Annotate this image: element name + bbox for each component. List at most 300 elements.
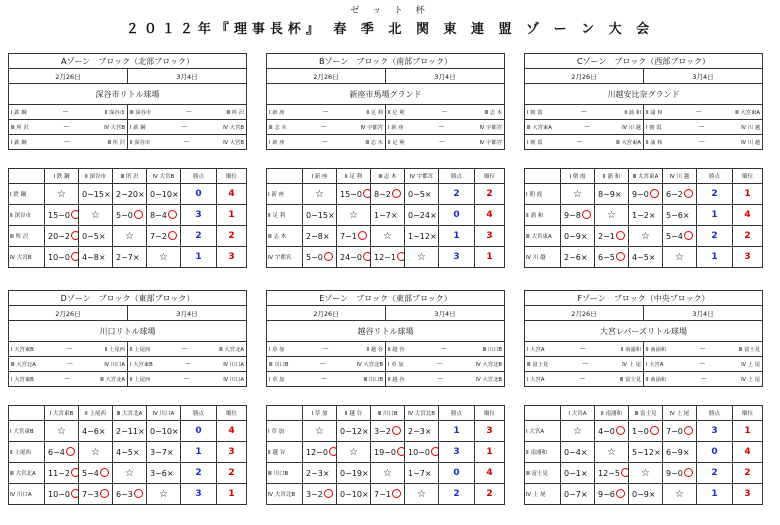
lose-mark: × xyxy=(322,231,330,241)
score-value: 2−11 xyxy=(116,426,138,436)
row-team: Ⅰ 鉄 鋼 xyxy=(9,184,45,205)
match-cell xyxy=(267,120,386,135)
match-pair xyxy=(11,123,125,131)
match-row xyxy=(9,372,247,387)
score-cell xyxy=(371,484,405,505)
score-value: 1−2 xyxy=(632,210,649,220)
match-team: Ⅱ 深谷市 xyxy=(130,140,151,146)
match-team: Ⅳ 大宮北B xyxy=(475,377,503,383)
score-value: 20−2 xyxy=(48,232,70,241)
match-pair xyxy=(11,375,125,383)
score-value: 5−4 xyxy=(666,232,683,241)
match-team: Ⅳ 川口A xyxy=(223,362,244,368)
lose-mark: × xyxy=(614,189,622,199)
row-team: Ⅰ 朝 霞 xyxy=(525,184,561,205)
score-cell xyxy=(405,421,439,442)
column-team: Ⅳ 大宮北B xyxy=(405,406,439,421)
self-match-cell xyxy=(663,484,697,505)
match-cell xyxy=(525,120,644,135)
match-cell xyxy=(386,372,505,387)
score-value: 1−0 xyxy=(632,427,649,436)
win-circle-icon xyxy=(684,468,693,477)
match-cell xyxy=(644,135,763,150)
score-cell xyxy=(113,421,147,442)
win-circle-icon xyxy=(397,252,405,261)
supertitle: ゼ ッ ト 杯 xyxy=(350,6,430,16)
score-value: 0−9 xyxy=(632,489,649,499)
score-cell xyxy=(337,484,371,505)
results-header-row xyxy=(9,406,247,421)
match-vs: ― xyxy=(63,124,70,130)
row-team: Ⅲ 所 沢 xyxy=(9,226,45,247)
date-day2: 3月4日 xyxy=(644,69,763,84)
results-header-row xyxy=(267,169,505,184)
match-row xyxy=(9,357,247,372)
match-pair xyxy=(11,360,125,368)
match-pair xyxy=(11,108,125,116)
win-circle-icon xyxy=(616,489,625,498)
match-team: Ⅳ 大宮北B xyxy=(356,362,383,368)
match-team: Ⅲ 大宮北A xyxy=(100,377,125,383)
win-circle-icon xyxy=(582,210,591,219)
draw-symbol: ☆ xyxy=(417,251,426,263)
match-pair xyxy=(269,123,383,131)
points-value: 2 xyxy=(697,226,733,247)
date-row xyxy=(525,306,763,321)
match-team: Ⅱ 上尾西 xyxy=(130,377,151,383)
row-team: Ⅱ 上尾西 xyxy=(9,442,45,463)
score-cell xyxy=(405,205,439,226)
match-team: Ⅱ 上尾西 xyxy=(104,347,125,353)
score-value: 9−0 xyxy=(666,469,683,478)
score-cell xyxy=(663,421,697,442)
date-day1: 2月26日 xyxy=(9,306,128,321)
column-team: Ⅳ 上 尾 xyxy=(663,406,697,421)
win-circle-icon xyxy=(392,489,401,498)
match-team: Ⅱ 足 利 xyxy=(388,140,405,146)
score-value: 7−1 xyxy=(374,490,391,499)
match-row xyxy=(267,120,505,135)
points-value: 1 xyxy=(697,205,733,226)
lose-mark: × xyxy=(682,447,690,457)
rank-value: 4 xyxy=(733,442,763,463)
win-circle-icon xyxy=(71,468,79,477)
score-value: 5−0 xyxy=(306,253,323,262)
draw-symbol: ☆ xyxy=(57,188,66,200)
date-day1: 2月26日 xyxy=(267,69,386,84)
score-cell xyxy=(303,226,337,247)
match-cell xyxy=(9,372,128,387)
draw-symbol: ☆ xyxy=(641,467,650,479)
standings-row xyxy=(525,184,763,205)
score-cell xyxy=(113,247,147,268)
score-cell xyxy=(405,463,439,484)
self-match-cell xyxy=(405,484,439,505)
score-cell xyxy=(371,421,405,442)
date-row xyxy=(9,69,247,84)
venue-row xyxy=(267,321,505,342)
lose-mark: × xyxy=(361,426,369,436)
lose-mark: × xyxy=(390,210,398,220)
row-team: Ⅰ 大宮A xyxy=(525,421,561,442)
score-value: 4−5 xyxy=(116,447,133,457)
corner-cell xyxy=(9,406,45,421)
match-team: Ⅲ 深谷市 xyxy=(130,110,152,116)
win-circle-icon xyxy=(363,189,371,198)
match-pair xyxy=(527,123,641,131)
rank-value: 1 xyxy=(475,442,505,463)
venue-row xyxy=(9,321,247,342)
match-team: Ⅲ 大宮北A xyxy=(219,347,244,353)
score-value: 0−1 xyxy=(564,468,581,478)
win-circle-icon xyxy=(616,426,625,435)
score-value: 2−20 xyxy=(116,189,138,199)
match-row xyxy=(525,357,763,372)
self-match-cell xyxy=(303,184,337,205)
score-value: 12−5 xyxy=(598,469,620,478)
match-team: Ⅰ 新 座 xyxy=(269,110,285,116)
match-vs: ― xyxy=(182,346,188,352)
match-team: Ⅲ 大宮東A xyxy=(616,140,641,146)
score-value: 4−0 xyxy=(598,427,615,436)
date-row xyxy=(9,306,247,321)
score-cell xyxy=(79,226,113,247)
date-day2: 3月4日 xyxy=(386,69,505,84)
score-cell xyxy=(113,484,147,505)
lose-mark: × xyxy=(137,189,145,199)
date-day2: 3月4日 xyxy=(128,69,247,84)
match-vs: ― xyxy=(186,109,192,115)
column-team: Ⅰ 鉄 鋼 xyxy=(45,169,79,184)
score-value: 0−10 xyxy=(340,489,362,499)
match-vs: ― xyxy=(576,139,582,145)
points-value: 2 xyxy=(181,463,217,484)
results-header-row xyxy=(525,169,763,184)
lose-mark: × xyxy=(361,489,369,499)
points-value: 3 xyxy=(439,442,475,463)
date-row xyxy=(525,69,763,84)
score-value: 6−3 xyxy=(116,490,133,499)
rank-header: 順位 xyxy=(733,169,763,184)
match-cell xyxy=(128,105,247,120)
score-cell xyxy=(561,442,595,463)
match-row xyxy=(9,120,247,135)
match-team: Ⅲ 川口B xyxy=(363,377,383,383)
match-team: Ⅲ 大宮北A xyxy=(11,362,36,368)
score-value: 0−15 xyxy=(306,210,328,220)
match-vs: ― xyxy=(67,361,73,367)
schedule-table xyxy=(524,290,763,387)
match-pair xyxy=(527,108,641,116)
match-team: Ⅱ 深谷市 xyxy=(104,110,125,116)
column-team: Ⅲ 大宮東A xyxy=(629,169,663,184)
column-team: Ⅲ 川口B xyxy=(371,406,405,421)
win-circle-icon xyxy=(134,210,143,219)
match-team: Ⅳ 上 尾 xyxy=(741,362,760,368)
rank-value: 1 xyxy=(475,247,505,268)
match-team: Ⅰ 朝 霞 xyxy=(646,125,662,131)
schedule-table xyxy=(266,53,505,150)
match-row xyxy=(525,120,763,135)
match-team: Ⅱ 南浦和 xyxy=(646,347,667,353)
self-match-cell xyxy=(629,226,663,247)
standings-row xyxy=(9,442,247,463)
score-cell xyxy=(303,205,337,226)
schedule-table xyxy=(524,53,763,150)
self-match-cell xyxy=(147,484,181,505)
draw-symbol: ☆ xyxy=(641,230,650,242)
standings-row xyxy=(9,421,247,442)
points-value: 0 xyxy=(439,463,475,484)
results-table xyxy=(8,405,247,505)
match-vs: ― xyxy=(322,139,328,145)
match-team: Ⅳ 大宮B xyxy=(223,125,244,131)
standings-row xyxy=(9,484,247,505)
row-team: Ⅲ 川口B xyxy=(267,463,303,484)
match-team: Ⅱ 足 利 xyxy=(366,110,383,116)
rank-header: 順位 xyxy=(475,406,505,421)
column-team: Ⅳ 大宮B xyxy=(147,169,181,184)
standings-row xyxy=(525,421,763,442)
match-team: Ⅲ 富士見 xyxy=(619,377,641,383)
match-team: Ⅳ 大宮B xyxy=(223,140,244,146)
match-vs: ― xyxy=(181,124,187,130)
match-team: Ⅲ 川口B xyxy=(482,347,503,353)
results-header-row xyxy=(267,406,505,421)
score-value: 4−8 xyxy=(82,252,99,262)
match-team: Ⅰ 草 加 xyxy=(269,347,285,353)
win-circle-icon xyxy=(684,189,693,198)
match-team: Ⅲ 所 沢 xyxy=(11,125,29,131)
rank-value: 2 xyxy=(475,184,505,205)
win-circle-icon xyxy=(650,426,659,435)
zone-name-row xyxy=(267,54,505,69)
score-cell xyxy=(663,205,697,226)
match-team: Ⅳ 川口A xyxy=(104,362,125,368)
self-match-cell xyxy=(561,184,595,205)
standings-row xyxy=(267,226,505,247)
self-match-cell xyxy=(595,442,629,463)
self-match-cell xyxy=(45,421,79,442)
points-value: 1 xyxy=(181,247,217,268)
score-value: 0−5 xyxy=(82,231,99,241)
rank-value: 2 xyxy=(733,463,763,484)
lose-mark: × xyxy=(580,489,588,499)
match-vs: ― xyxy=(437,376,443,382)
zone-block xyxy=(8,290,246,505)
zone-name: Fゾーン ブロック（中央ブロック） xyxy=(525,291,763,306)
points-value: 2 xyxy=(439,184,475,205)
score-value: 11−2 xyxy=(48,469,70,478)
row-team: Ⅲ 大宮東A xyxy=(525,226,561,247)
score-cell xyxy=(45,442,79,463)
match-pair xyxy=(527,138,641,146)
rank-header: 順位 xyxy=(475,169,505,184)
match-vs: ― xyxy=(584,124,590,130)
row-team: Ⅰ 大宮東B xyxy=(9,421,45,442)
match-vs: ― xyxy=(698,124,704,130)
rank-value: 4 xyxy=(217,184,247,205)
score-value: 0−12 xyxy=(340,426,362,436)
match-cell xyxy=(386,105,505,120)
self-match-cell xyxy=(79,442,113,463)
match-cell xyxy=(525,135,644,150)
match-pair xyxy=(11,138,125,146)
win-circle-icon xyxy=(363,252,371,261)
score-value: 0−7 xyxy=(564,489,581,499)
standings-row xyxy=(525,442,763,463)
points-header: 勝点 xyxy=(439,406,475,421)
page-title: ２０１２年『理事長杯』 春 季 北 関 東 連 盟 ゾ ー ン 大 会 xyxy=(125,22,655,37)
match-vs: ― xyxy=(699,346,706,352)
match-vs: ― xyxy=(580,109,587,115)
lose-mark: × xyxy=(166,447,174,457)
zone-block xyxy=(524,290,762,505)
venue-name: 深谷市リトル球場 xyxy=(9,84,247,105)
corner-cell xyxy=(525,169,561,184)
self-match-cell xyxy=(45,184,79,205)
standings-row xyxy=(267,247,505,268)
match-vs: ― xyxy=(63,109,69,115)
match-pair xyxy=(527,375,641,383)
lose-mark: × xyxy=(682,210,690,220)
match-cell xyxy=(525,372,644,387)
zone-name: Eゾーン ブロック（東部ブロック） xyxy=(267,291,505,306)
match-team: Ⅳ 宇都宮 xyxy=(360,125,383,131)
rank-value: 3 xyxy=(733,484,763,505)
standings-row xyxy=(9,205,247,226)
rank-value: 3 xyxy=(475,226,505,247)
venue-name: 大宮レパーズリトル球場 xyxy=(525,321,763,342)
score-value: 7−2 xyxy=(150,232,167,241)
score-value: 2−8 xyxy=(306,231,323,241)
row-team: Ⅲ 志 木 xyxy=(267,226,303,247)
self-match-cell xyxy=(595,205,629,226)
date-row xyxy=(267,69,505,84)
zone-name-row xyxy=(525,54,763,69)
score-value: 4−5 xyxy=(632,252,649,262)
match-pair xyxy=(130,375,244,383)
results-header-row xyxy=(9,169,247,184)
score-value: 10−0 xyxy=(408,448,430,457)
rank-value: 1 xyxy=(217,205,247,226)
score-value: 0−9 xyxy=(564,231,581,241)
match-pair xyxy=(388,123,502,131)
match-team: Ⅰ 鉄 鋼 xyxy=(130,125,146,131)
match-row xyxy=(267,105,505,120)
match-row xyxy=(267,372,505,387)
match-pair xyxy=(130,345,244,353)
match-pair xyxy=(269,345,383,353)
score-value: 9−0 xyxy=(632,190,649,199)
match-vs: ― xyxy=(437,361,443,367)
match-cell xyxy=(9,357,128,372)
date-row xyxy=(267,306,505,321)
score-value: 19−0 xyxy=(374,448,396,457)
points-value: 1 xyxy=(697,247,733,268)
score-value: 8−4 xyxy=(150,211,167,220)
win-circle-icon xyxy=(684,426,693,435)
match-vs: ― xyxy=(438,124,445,130)
rank-value: 4 xyxy=(733,205,763,226)
match-cell xyxy=(386,342,505,357)
score-cell xyxy=(147,421,181,442)
score-cell xyxy=(595,484,629,505)
score-value: 24−0 xyxy=(340,253,362,262)
self-match-cell xyxy=(79,205,113,226)
corner-cell xyxy=(9,169,45,184)
score-value: 7−0 xyxy=(666,427,683,436)
row-team: Ⅳ 川 越 xyxy=(525,247,561,268)
win-circle-icon xyxy=(168,231,177,240)
zone-name: Aゾーン ブロック（北部ブロック） xyxy=(9,54,247,69)
draw-symbol: ☆ xyxy=(125,230,134,242)
self-match-cell xyxy=(147,247,181,268)
match-vs: ― xyxy=(579,376,585,382)
match-cell xyxy=(644,357,763,372)
match-cell xyxy=(267,342,386,357)
score-cell xyxy=(79,484,113,505)
points-value: 3 xyxy=(181,484,217,505)
column-team: Ⅱ 浦 和 xyxy=(595,169,629,184)
match-team: Ⅰ 朝 霞 xyxy=(527,140,543,146)
column-team: Ⅱ 深谷市 xyxy=(79,169,113,184)
match-pair xyxy=(646,123,760,131)
points-value: 0 xyxy=(697,442,733,463)
draw-symbol: ☆ xyxy=(417,488,426,500)
lose-mark: × xyxy=(424,426,432,436)
date-day1: 2月26日 xyxy=(525,69,644,84)
score-value: 6−5 xyxy=(598,253,615,262)
match-vs: ― xyxy=(185,361,191,367)
score-cell xyxy=(595,463,629,484)
match-vs: ― xyxy=(64,376,70,382)
rank-value: 3 xyxy=(217,247,247,268)
column-team: Ⅰ 朝 霞 xyxy=(561,169,595,184)
rank-header: 順位 xyxy=(217,406,247,421)
score-cell xyxy=(405,184,439,205)
match-cell xyxy=(525,105,644,120)
lose-mark: × xyxy=(429,231,437,241)
zone-name: Bゾーン ブロック（南部ブロック） xyxy=(267,54,505,69)
score-value: 5−0 xyxy=(116,211,133,220)
score-cell xyxy=(337,226,371,247)
venue-row xyxy=(9,84,247,105)
rank-value: 3 xyxy=(733,247,763,268)
match-vs: ― xyxy=(696,109,702,115)
win-circle-icon xyxy=(397,447,405,456)
win-circle-icon xyxy=(392,189,401,198)
score-value: 1−7 xyxy=(374,210,391,220)
match-vs: ― xyxy=(64,139,70,145)
zone-name-row xyxy=(9,291,247,306)
standings-row xyxy=(525,205,763,226)
match-team: Ⅱ 浦 和 xyxy=(646,110,663,116)
win-circle-icon xyxy=(392,426,401,435)
match-pair xyxy=(527,345,641,353)
standings-row xyxy=(525,463,763,484)
column-team: Ⅱ 越 谷 xyxy=(337,406,371,421)
score-value: 7−3 xyxy=(82,490,99,499)
match-vs: ― xyxy=(439,139,445,145)
standings-row xyxy=(267,463,505,484)
score-value: 15−0 xyxy=(340,190,362,199)
match-team: Ⅲ 志 木 xyxy=(269,125,287,131)
results-table xyxy=(524,168,763,268)
win-circle-icon xyxy=(71,210,79,219)
lose-mark: × xyxy=(137,426,145,436)
venue-name: 新座市馬場グランド xyxy=(267,84,505,105)
